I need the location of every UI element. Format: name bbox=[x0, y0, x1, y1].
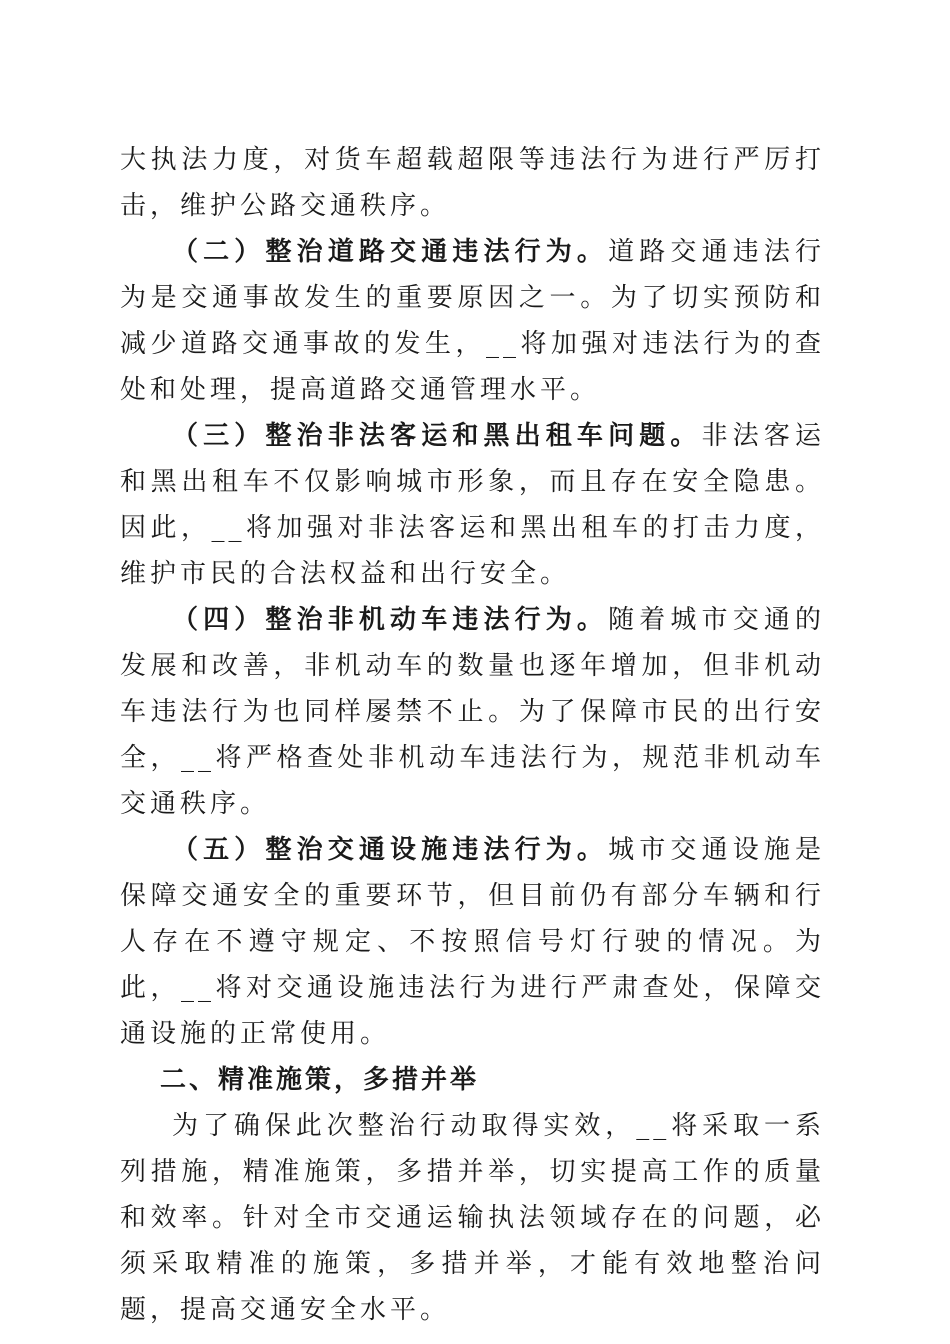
paragraph-text: 道路交通违法行为是交通事故发生的重要原因之一。为了切实预防和减少道路交通事故的发生，__将加强对违法行为的查处和处理，提高道路交通管理水平。 bbox=[120, 237, 825, 405]
paragraph-text: 城市交通设施是保障交通安全的重要环节，但目前仍有部分车辆和行人存在不遵守规定、不按照信号灯行驶的情况。为此，__将对交通设施违法行为进行严肃查处，保障交通设施的正常使用。 bbox=[120, 835, 825, 1049]
paragraph-lead: （四）整治非机动车违法行为。 bbox=[172, 605, 609, 635]
document-body bbox=[120, 137, 825, 1333]
paragraph-lead: （二）整治道路交通违法行为。 bbox=[172, 237, 609, 267]
closing-paragraph: 为了确保此次整治行动取得实效，__将采取一系列措施，精准施策，多措并举，切实提高工作的质量和效率。针对全市交通运输执法领域存在的问题，必须采取精准的施策，多措并举，才能有效地整治问题，提高交通安全水平。 bbox=[120, 1111, 825, 1325]
paragraph-text: 随着城市交通的发展和改善，非机动车的数量也逐年增加，但非机动车违法行为也同样屡禁不止。为了保障市民的出行安全，__将严格查处非机动车违法行为，规范非机动车交通秩序。 bbox=[120, 605, 825, 819]
paragraph-lead: （三）整治非法客运和黑出租车问题。 bbox=[172, 421, 702, 451]
paragraph-item-2 bbox=[120, 229, 825, 413]
paragraph-continuation bbox=[120, 137, 825, 229]
section-heading: 二、精准施策，多措并举 bbox=[160, 1065, 480, 1095]
paragraph-text: 大执法力度，对货车超载超限等违法行为进行严厉打击，维护公路交通秩序。 bbox=[120, 145, 825, 221]
paragraph-lead: （五）整治交通设施违法行为。 bbox=[172, 835, 609, 865]
paragraph-text: 非法客运和黑出租车不仅影响城市形象，而且存在安全隐患。因此，__将加强对非法客运和黑出租车的打击力度，维护市民的合法权益和出行安全。 bbox=[120, 421, 825, 589]
paragraph-item-3 bbox=[120, 413, 825, 597]
paragraph-item-4 bbox=[120, 597, 825, 827]
paragraph-item-5 bbox=[120, 827, 825, 1057]
